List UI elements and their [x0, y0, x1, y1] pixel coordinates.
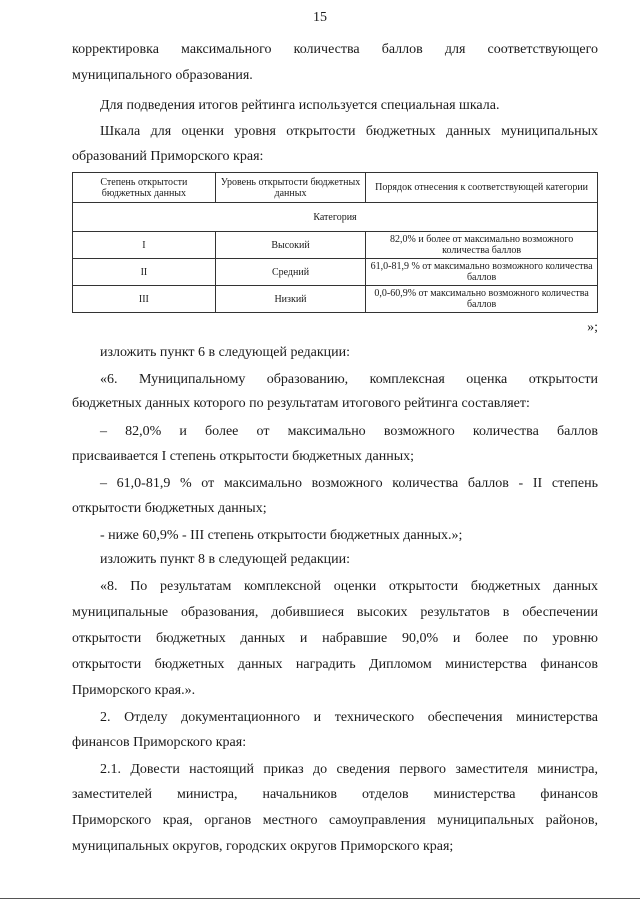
item8-line-4: открытости бюджетных данных наградить Дипломом министерства финансов [72, 657, 598, 672]
item8-intro: изложить пункт 8 в следующей редакции: [100, 552, 350, 567]
cell-degree: II [73, 259, 216, 286]
cell-level: Высокий [215, 232, 365, 259]
item6-bullet3: - ниже 60,9% - III степень открытости бюджетных данных.»; [100, 528, 463, 543]
table-header-row [73, 173, 598, 203]
page-number: 15 [313, 10, 327, 25]
header-level: Уровень открытости бюджетных данных [215, 173, 365, 203]
section21-line-1: 2.1. Довести настоящий приказ до сведения первого заместителя министра, [100, 762, 598, 777]
table-row [73, 259, 598, 286]
table-closing-mark: »; [587, 320, 598, 335]
section2-line-2: финансов Приморского края: [72, 735, 247, 750]
item8-line-5: Приморского края.». [72, 683, 196, 698]
item8-line-3: открытости бюджетных данных и набравшие 90,0% и более по уровню [72, 631, 598, 646]
cell-rule: 61,0-81,9 % от максимально возможного количества баллов [366, 259, 598, 286]
cell-rule: 0,0-60,9% от максимально возможного количества баллов [366, 286, 598, 313]
section21-line-3: Приморского края, органов местного самоуправления муниципальных районов, [72, 813, 598, 828]
item6-line-1: «6. Муниципальному образованию, комплексная оценка открытости [100, 372, 598, 387]
page-bottom-rule [0, 898, 640, 899]
item6-line-2: бюджетных данных которого по результатам итогового рейтинга составляет: [72, 396, 530, 411]
item6-bullet2-line-2: открытости бюджетных данных; [72, 501, 267, 516]
scale-title-line-1: Шкала для оценки уровня открытости бюджетных данных муниципальных [100, 124, 598, 139]
section2-line-1: 2. Отделу документационного и технического обеспечения министерства [100, 710, 598, 725]
intro-line-1: корректировка максимального количества баллов для соответствующего [72, 42, 598, 57]
header-rule: Порядок отнесения к соответствующей категории [366, 173, 598, 203]
cell-rule: 82,0% и более от максимально возможного количества баллов [366, 232, 598, 259]
cell-level: Низкий [215, 286, 365, 313]
cell-degree: I [73, 232, 216, 259]
cell-degree: III [73, 286, 216, 313]
table-row [73, 232, 598, 259]
item6-bullet1-line-2: присваивается I степень открытости бюджетных данных; [72, 449, 414, 464]
rating-scale-sentence: Для подведения итогов рейтинга используется специальная шкала. [100, 98, 500, 113]
header-degree: Степень открытости бюджетных данных [73, 173, 216, 203]
scale-title-line-2: образований Приморского края: [72, 149, 264, 164]
cell-level: Средний [215, 259, 365, 286]
item6-bullet1-line-1: – 82,0% и более от максимально возможного количества баллов [100, 424, 598, 439]
item6-bullet2-line-1: – 61,0-81,9 % от максимально возможного количества баллов - II степень [100, 476, 598, 491]
category-label: Категория [73, 203, 598, 232]
item8-line-2: муниципальные образования, добившиеся высоких результатов в обеспечении [72, 605, 598, 620]
item8-line-1: «8. По результатам комплексной оценки открытости бюджетных данных [100, 579, 598, 594]
item6-intro: изложить пункт 6 в следующей редакции: [100, 345, 350, 360]
section21-line-2: заместителей министра, начальников отделов министерства финансов [72, 787, 598, 802]
table-category-row [73, 203, 598, 232]
section21-line-4: муниципальных округов, городских округов Приморского края; [72, 839, 454, 854]
openness-scale-table [72, 172, 598, 313]
table-row [73, 286, 598, 313]
intro-line-2: муниципального образования. [72, 68, 253, 83]
